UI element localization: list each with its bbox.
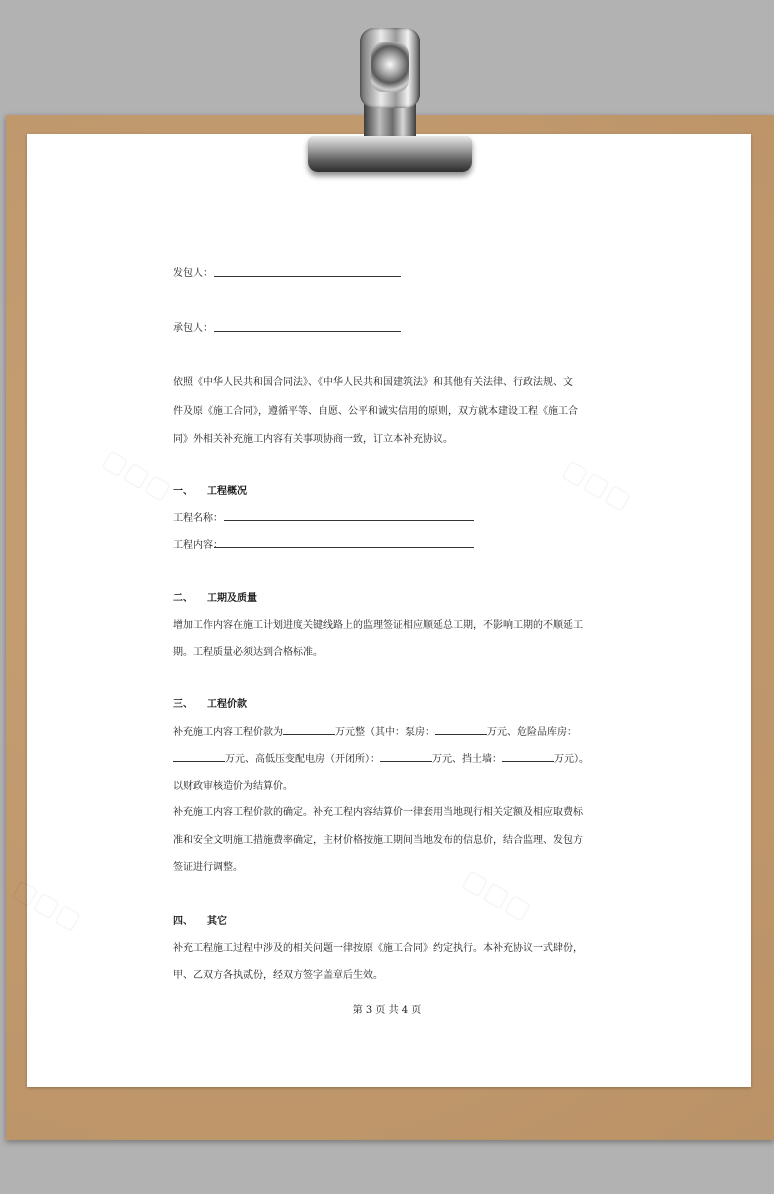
price-total-label: 补充施工内容工程价款为 bbox=[173, 727, 283, 738]
employer-label: 发包人： bbox=[173, 268, 213, 279]
section-4-line-2: 甲、乙双方各执贰份，经双方签字盖章后生效。 bbox=[173, 970, 383, 981]
price-line-1 bbox=[173, 723, 577, 738]
binder-clip bbox=[300, 28, 478, 176]
clip-ring-hole bbox=[371, 42, 409, 92]
contractor-label: 承包人： bbox=[173, 323, 213, 334]
project-name-underline bbox=[224, 520, 474, 521]
clip-ring bbox=[360, 28, 420, 108]
section-2-line-2: 期。工程质量必须达到合格标准。 bbox=[173, 647, 323, 658]
price-line-4: 补充施工内容工程价款的确定。补充工程内容结算价一律套用当地现行相关定额及相应取费标 bbox=[173, 807, 583, 818]
project-content-underline bbox=[214, 547, 474, 548]
section-1-number: 一、 bbox=[173, 486, 193, 497]
clip-plate bbox=[308, 136, 472, 172]
page-number: 第 3 页 共 4 页 bbox=[352, 1005, 422, 1016]
price-wall-blank bbox=[502, 750, 554, 762]
price-substation-label: 万元、高低压变配电房（开闭所）： bbox=[225, 754, 380, 765]
section-2-heading bbox=[173, 589, 257, 604]
section-3-title: 工程价款 bbox=[207, 699, 247, 710]
section-4-number: 四、 bbox=[173, 916, 193, 927]
intro-line-1: 依照《中华人民共和国合同法》、《中华人民共和国建筑法》和其他有关法律、行政法规、文 bbox=[173, 377, 573, 388]
section-4-heading bbox=[173, 912, 227, 927]
price-pump-label: 万元整（其中：泵房： bbox=[335, 727, 435, 738]
price-line-5: 准和安全文明施工措施费率确定，主材价格按施工期间当地发布的信息价，结合监理、发包方 bbox=[173, 835, 583, 846]
employer-underline bbox=[214, 276, 401, 277]
contractor-underline bbox=[214, 331, 401, 332]
price-wall-label: 万元、挡土墙： bbox=[432, 754, 502, 765]
intro-line-3: 同》外相关补充施工内容有关事项协商一致，订立本补充协议。 bbox=[173, 434, 453, 445]
project-content-label: 工程内容： bbox=[173, 540, 223, 551]
section-3-heading bbox=[173, 695, 247, 710]
price-line-6: 签证进行调整。 bbox=[173, 862, 243, 873]
section-2-line-1: 增加工作内容在施工计划进度关键线路上的监理签证相应顺延总工期，不影响工期的不顺延工 bbox=[173, 620, 583, 631]
section-4-title: 其它 bbox=[207, 916, 227, 927]
section-2-number: 二、 bbox=[173, 593, 193, 604]
price-warehouse-blank bbox=[173, 750, 225, 762]
section-1-title: 工程概况 bbox=[207, 486, 247, 497]
price-line-2 bbox=[173, 750, 589, 765]
price-line-end: 万元）。 bbox=[554, 754, 589, 765]
section-1-heading bbox=[173, 482, 247, 497]
price-total-blank bbox=[283, 723, 335, 735]
section-2-title: 工期及质量 bbox=[207, 593, 257, 604]
intro-line-2: 件及原《施工合同》，遵循平等、自愿、公平和诚实信用的原则，双方就本建设工程《施工合 bbox=[173, 406, 578, 417]
section-3-number: 三、 bbox=[173, 699, 193, 710]
price-line-3: 以财政审核造价为结算价。 bbox=[173, 781, 293, 792]
project-name-label: 工程名称： bbox=[173, 513, 223, 524]
section-4-line-1: 补充工程施工过程中涉及的相关问题一律按原《施工合同》约定执行。本补充协议一式肆份， bbox=[173, 943, 583, 954]
price-warehouse-label: 万元、危险品库房： bbox=[487, 727, 577, 738]
price-pump-blank bbox=[435, 723, 487, 735]
price-substation-blank bbox=[380, 750, 432, 762]
